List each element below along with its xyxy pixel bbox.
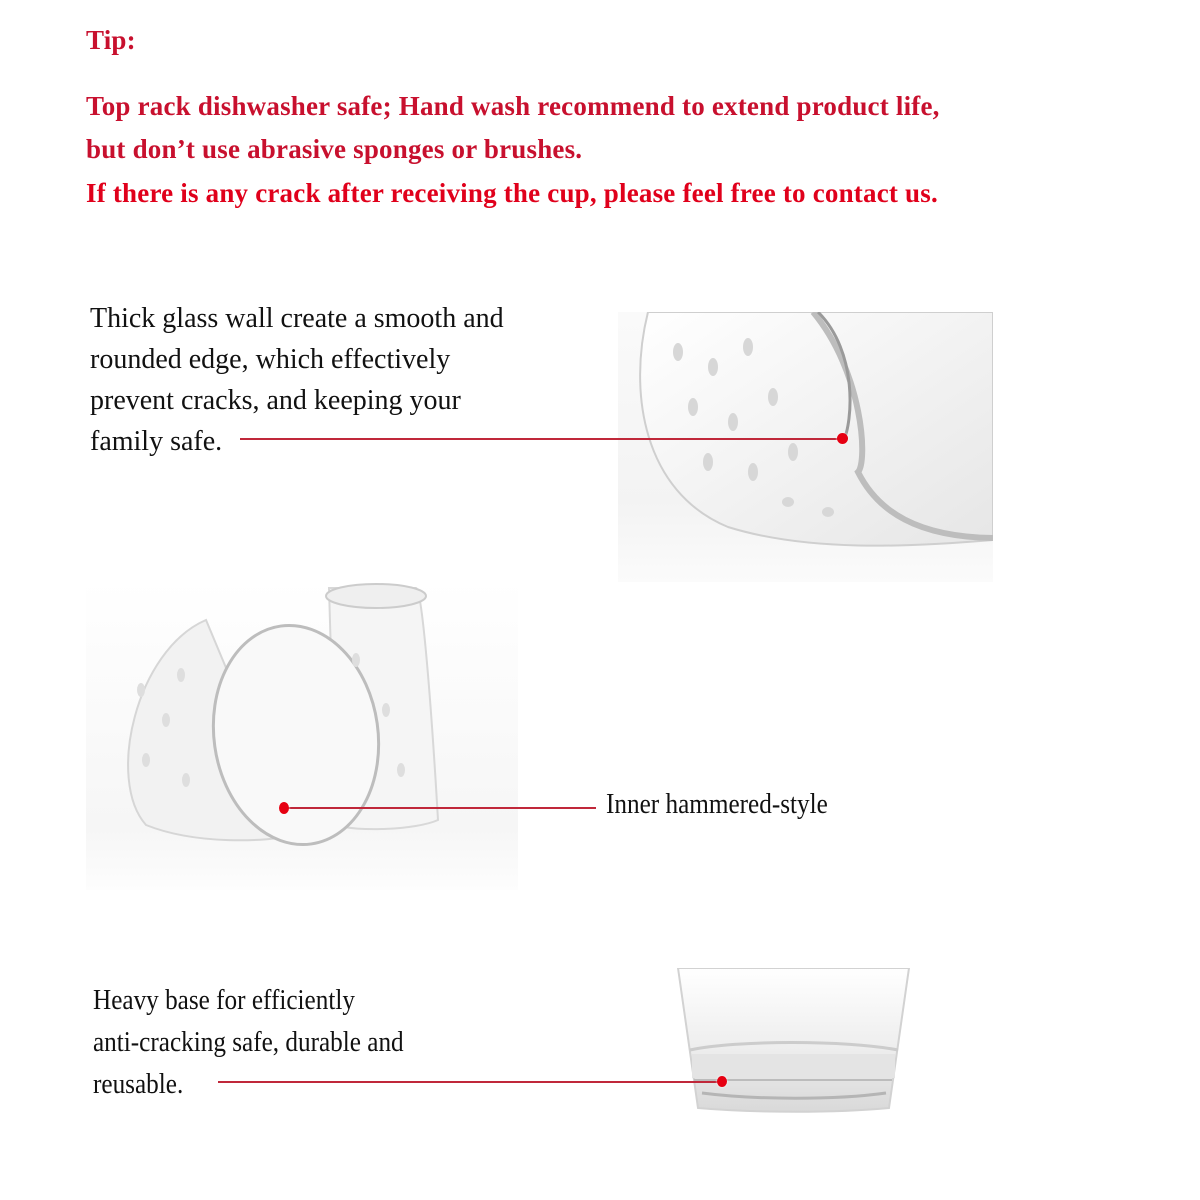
two-glasses-image: [86, 580, 518, 890]
feature-line: Thick glass wall create a smooth and: [90, 303, 504, 334]
feature-line: family safe.: [90, 426, 223, 457]
feature-line: Heavy base for efficiently: [93, 985, 355, 1016]
leader-line-heavy-base: [218, 1081, 718, 1083]
marker-dot-thick-wall: [837, 433, 848, 444]
tip-line-abrasive: but don’t use abrasive sponges or brushes.: [86, 134, 583, 164]
glass-on-side-image: [618, 312, 993, 582]
feature-hammered-text: [606, 784, 828, 826]
marker-dot-heavy-base: [717, 1076, 727, 1087]
feature-line: anti-cracking safe, durable and: [93, 1027, 404, 1058]
tip-line-contact: If there is any crack after receiving the cup, please feel free to contact us.: [86, 178, 938, 208]
tip-heading: Tip:: [86, 25, 136, 55]
tip-line-dishwasher: Top rack dishwasher safe; Hand wash recommend to extend product life,: [86, 91, 940, 121]
feature-heavy-base-text: [93, 980, 404, 1106]
glass-base-image: [676, 968, 911, 1113]
heavy-base-photo: [676, 968, 911, 1113]
feature-line: rounded edge, which effectively: [90, 344, 451, 375]
leader-line-hammered: [288, 807, 596, 809]
leader-line-thick-wall: [240, 438, 842, 440]
feature-line: reusable.: [93, 1069, 184, 1100]
glass-rim-photo: [618, 312, 993, 582]
hammered-glasses-photo: [86, 580, 518, 890]
feature-line: prevent cracks, and keeping your: [90, 385, 461, 416]
feature-line: Inner hammered-style: [606, 789, 828, 820]
marker-dot-hammered: [279, 802, 289, 814]
